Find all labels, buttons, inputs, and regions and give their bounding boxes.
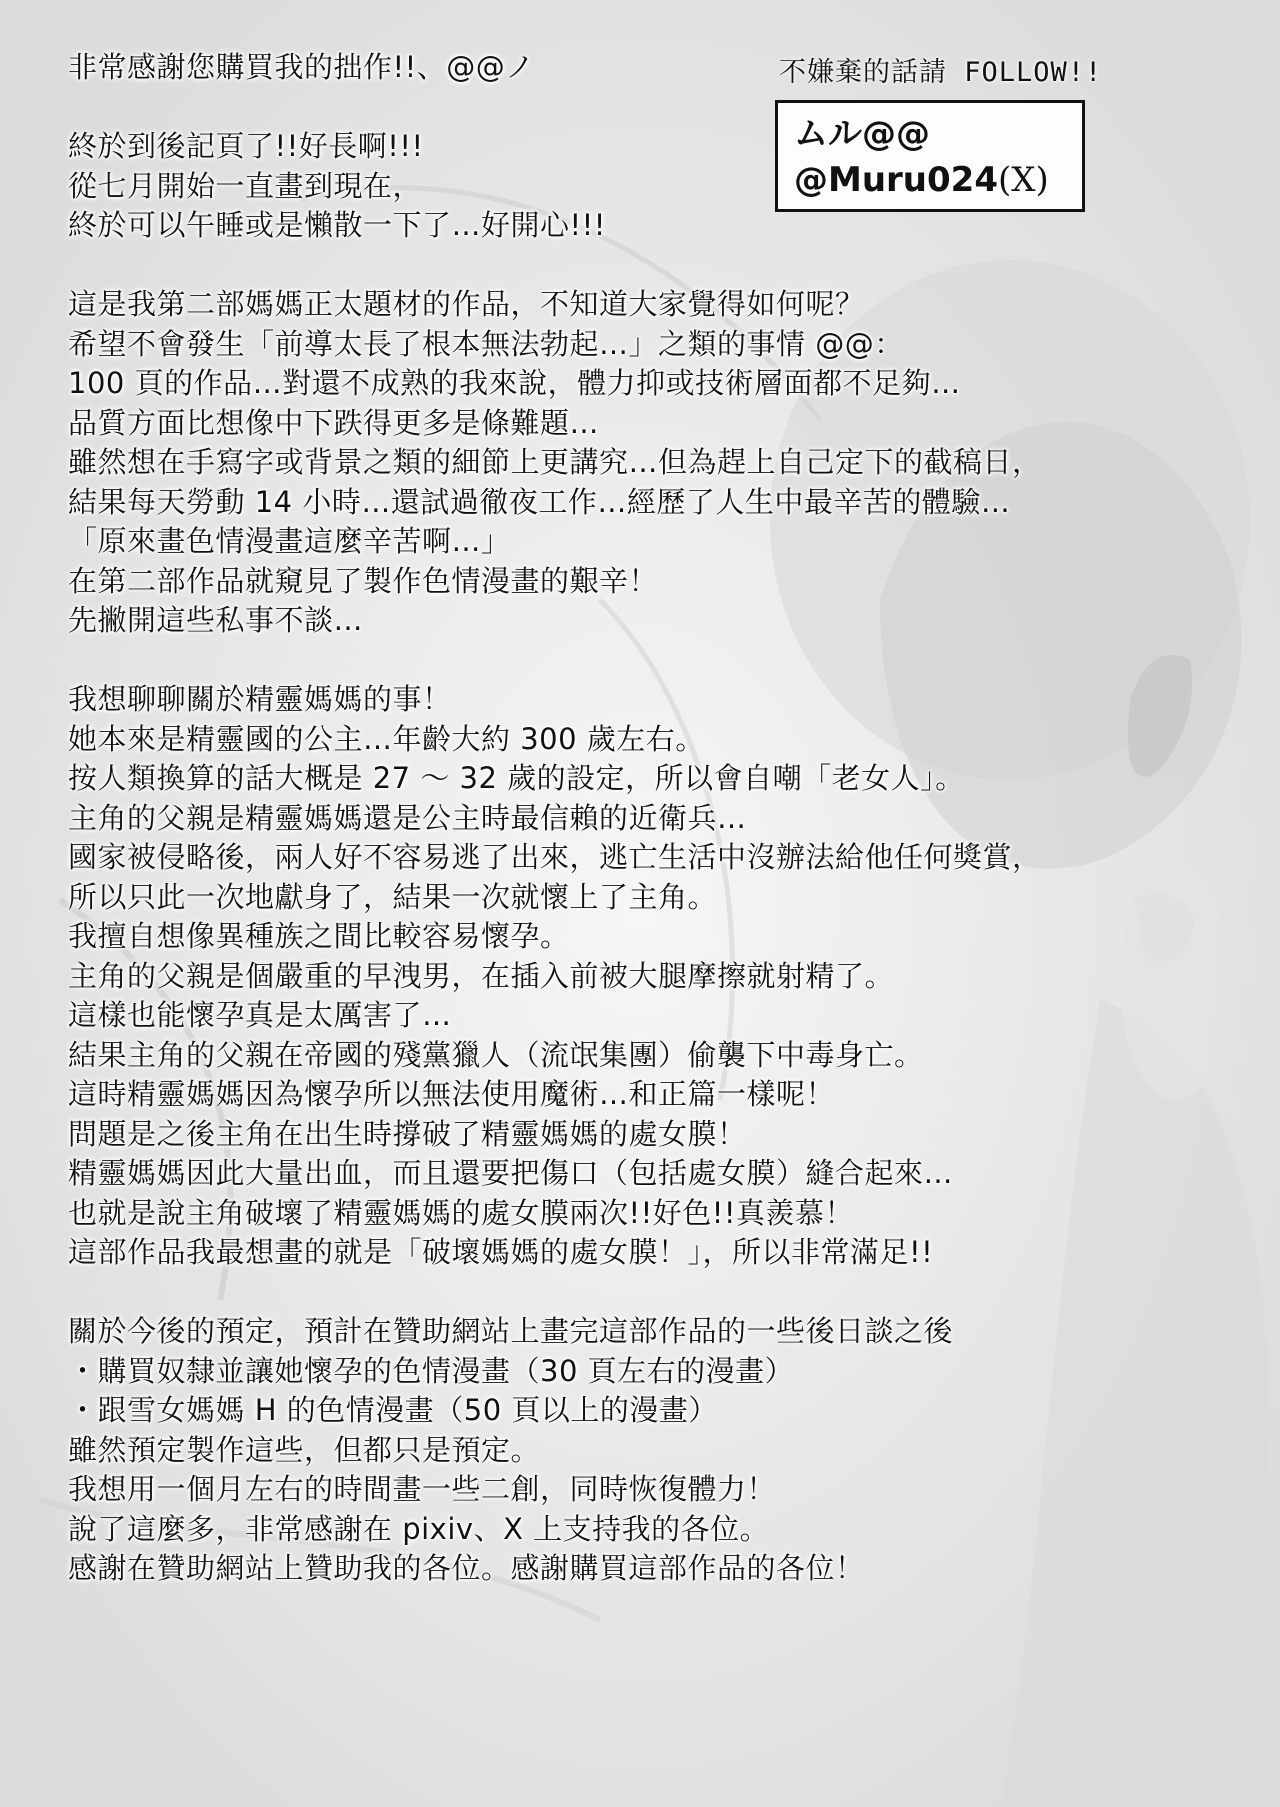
- text-line: 品質方面比想像中下跌得更多是條難題…: [68, 405, 600, 440]
- text-line: 主角的父親是個嚴重的早洩男，在插入前被大腿摩擦就射精了。: [68, 958, 895, 993]
- text-line: 精靈媽媽因此大量出血，而且還要把傷口（包括處女膜）縫合起來…: [68, 1156, 954, 1190]
- follow-box: [775, 54, 1195, 212]
- text-line: 希望不會發生「前導太長了根本無法勃起…」之類的事情 @@：: [68, 326, 904, 361]
- text-line: 結果主角的父親在帝國的殘黨獵人（流氓集團）偷襲下中毒身亡。: [68, 1037, 924, 1072]
- text-line: 感謝在贊助網站上贊助我的各位。感謝購買這部作品的各位！: [68, 1551, 865, 1585]
- author-handle-line[interactable]: [794, 157, 1066, 203]
- text-line: 我想用一個月左右的時間畫一些二創，同時恢復體力！: [68, 1472, 777, 1506]
- text-line: 關於今後的預定，預計在贊助網站上畫完這部作品的一些後日談之後: [68, 1314, 954, 1348]
- follow-title: 不嫌棄的話請 FOLLOW!!: [779, 57, 1103, 88]
- text-line: 說了這麼多，非常感謝在 pixiv、X 上支持我的各位。: [68, 1511, 770, 1546]
- text-line: 主角的父親是精靈媽媽還是公主時最信賴的近衛兵…: [68, 800, 747, 835]
- text-line: 這部作品我最想畫的就是「破壞媽媽的處女膜！」，所以非常滿足!!: [68, 1235, 934, 1269]
- text-line: 雖然預定製作這些，但都只是預定。: [68, 1432, 541, 1467]
- text-line: 這是我第二部媽媽正太題材的作品，不知道大家覺得如何呢？: [68, 287, 865, 321]
- text-line: 國家被侵略後，兩人好不容易逃了出來，逃亡生活中沒辦法給他任何獎賞，: [68, 840, 1042, 874]
- text-line: 100 頁的作品…對還不成熟的我來說，體力抑或技術層面都不足夠…: [68, 366, 961, 400]
- text-line: 終於可以午睡或是懶散一下了…好開心!!!: [68, 208, 606, 242]
- text-line: 結果每天勞動 14 小時…還試過徹夜工作…經歷了人生中最辛苦的體驗…: [68, 484, 1011, 519]
- text-line: 她本來是精靈國的公主…年齡大約 300 歲左右。: [68, 721, 705, 756]
- text-line: 終於到後記頁了!!好長啊!!!: [68, 129, 424, 163]
- afterword-text: [68, 48, 1218, 1589]
- text-line: 所以只此一次地獻身了，結果一次就懷上了主角。: [68, 879, 718, 914]
- text-line: 非常感謝您購買我的拙作!!、@@ノ: [68, 50, 535, 84]
- text-line: 按人類換算的話大概是 27 ～ 32 歲的設定，所以會自嘲「老女人」。: [68, 761, 965, 795]
- text-line: 在第二部作品就窺見了製作色情漫畫的艱辛！: [68, 563, 659, 598]
- text-line: 也就是說主角破壞了精靈媽媽的處女膜兩次!!好色!!真羨慕！: [68, 1195, 855, 1230]
- text-line: 我想聊聊關於精靈媽媽的事！: [68, 682, 452, 716]
- text-line: 「原來畫色情漫畫這麼辛苦啊…」: [68, 524, 511, 558]
- author-contact-frame: [775, 100, 1085, 212]
- text-line: 雖然想在手寫字或背景之類的細節上更講究…但為趕上自己定下的截稿日，: [68, 445, 1042, 479]
- text-line: 這樣也能懷孕真是太厲害了…: [68, 998, 452, 1032]
- text-line: ・購買奴隸並讓她懷孕的色情漫畫（30 頁左右的漫畫）: [68, 1353, 795, 1388]
- paragraph-gap: [68, 246, 1218, 286]
- paragraph-gap: [68, 1273, 1218, 1313]
- author-handle[interactable]: @Muru024: [794, 160, 998, 200]
- text-line: 我擅自想像異種族之間比較容易懷孕。: [68, 919, 570, 953]
- text-line: 問題是之後主角在出生時撐破了精靈媽媽的處女膜！: [68, 1116, 747, 1151]
- author-name: ムル@@: [794, 114, 930, 154]
- paragraph-gap: [68, 641, 1218, 681]
- text-line: ・跟雪女媽媽 H 的色情漫畫（50 頁以上的漫畫）: [68, 1393, 718, 1427]
- text-line: 從七月開始一直畫到現在，: [68, 168, 423, 203]
- platform-label: (X): [997, 160, 1049, 200]
- text-line: 這時精靈媽媽因為懷孕所以無法使用魔術…和正篇一樣呢！: [68, 1077, 836, 1111]
- text-line: 先撇開這些私事不談…: [68, 603, 364, 637]
